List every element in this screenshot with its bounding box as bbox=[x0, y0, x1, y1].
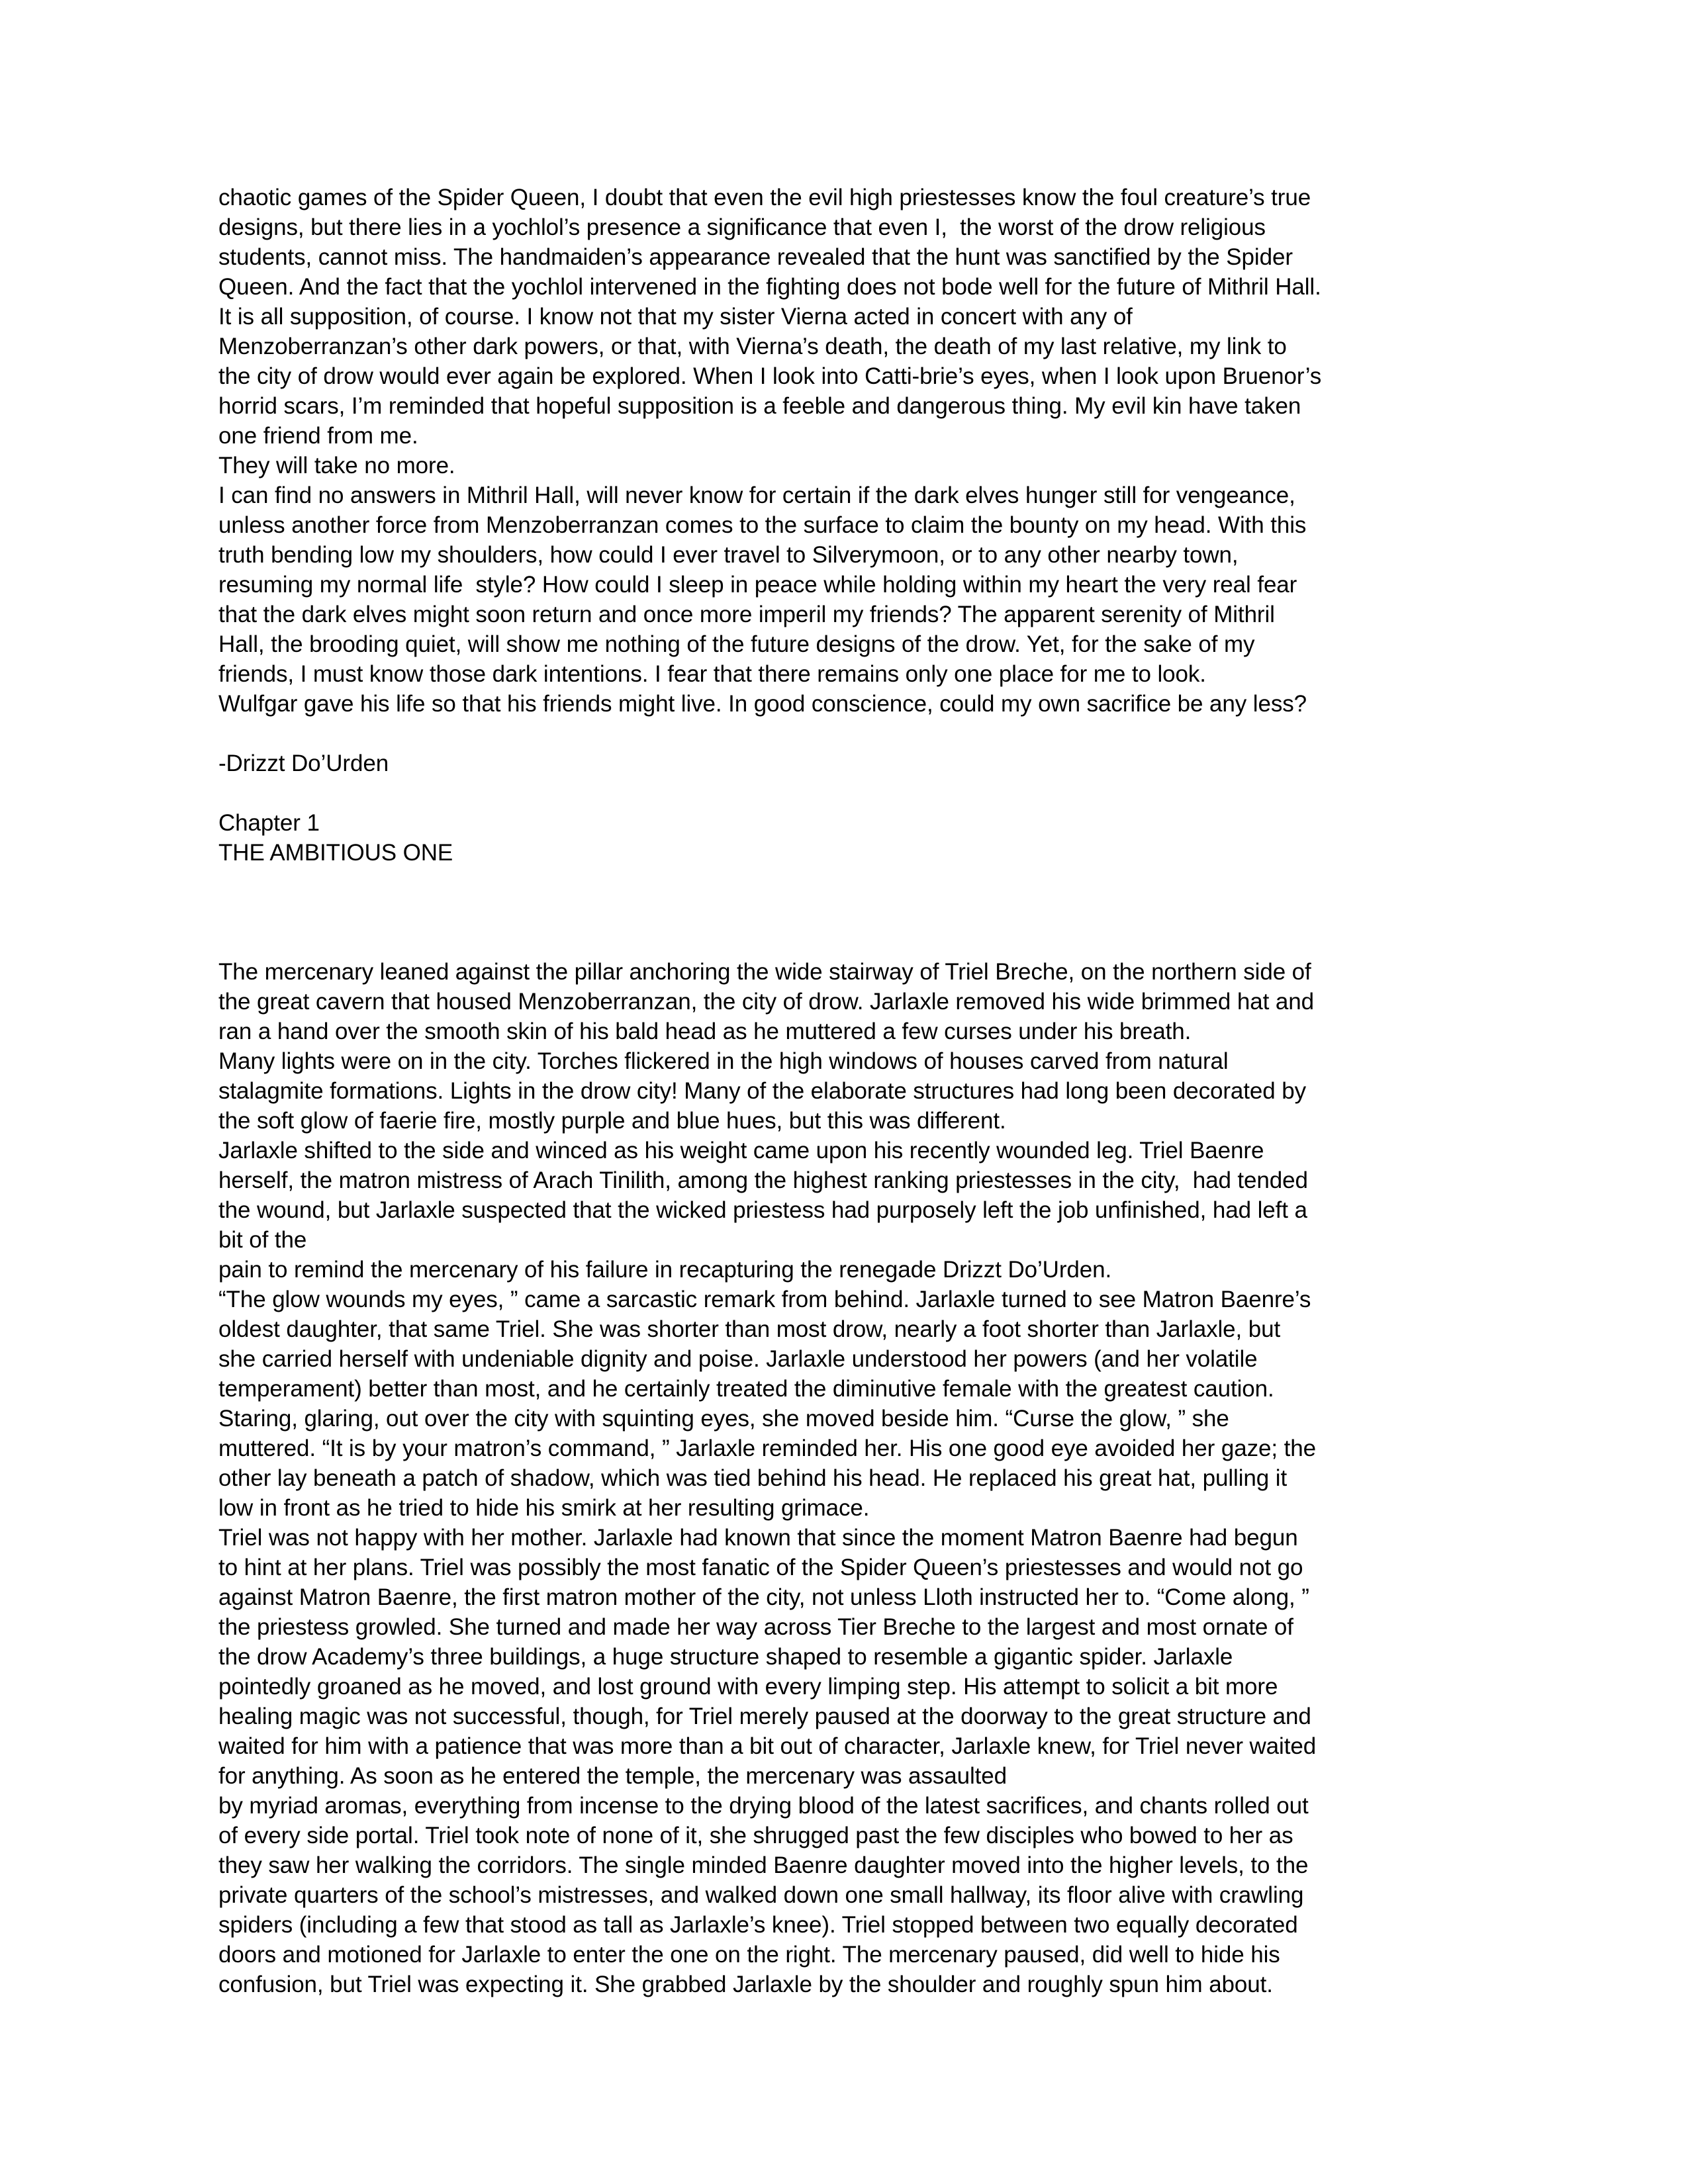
text-line: against Matron Baenre, the first matron mother of the city, not unless Lloth instructed her to. “Come along, ” bbox=[218, 1584, 1309, 1610]
text-line: for anything. As soon as he entered the temple, the mercenary was assaulted bbox=[218, 1763, 1007, 1789]
signature: -Drizzt Do’Urden bbox=[218, 751, 389, 776]
spacer bbox=[218, 778, 1476, 808]
text-line: herself, the matron mistress of Arach Tinilith, among the highest ranking priestesses in the city, had tended bbox=[218, 1167, 1308, 1193]
text-line: the priestess growled. She turned and made her way across Tier Breche to the largest and most ornate of bbox=[218, 1614, 1293, 1640]
text-line: oldest daughter, that same Triel. She was shorter than most drow, nearly a foot shorter than Jarlaxle, but bbox=[218, 1316, 1281, 1342]
text-line: The mercenary leaned against the pillar anchoring the wide stairway of Triel Breche, on the northern side of bbox=[218, 959, 1311, 985]
text-line: Hall, the brooding quiet, will show me nothing of the future designs of the drow. Yet, for the sake of my bbox=[218, 631, 1255, 657]
text-line: truth bending low my shoulders, how could I ever travel to Silverymoon, or to any other nearby town, bbox=[218, 542, 1239, 568]
text-line: horrid scars, I’m reminded that hopeful supposition is a feeble and dangerous thing. My evil kin have taken bbox=[218, 393, 1301, 419]
text-line: one friend from me. bbox=[218, 423, 418, 449]
text-line: stalagmite formations. Lights in the drow city! Many of the elaborate structures had long been decorated by bbox=[218, 1078, 1306, 1104]
chapter-number: Chapter 1 bbox=[218, 810, 320, 836]
text-line: pain to remind the mercenary of his failure in recapturing the renegade Drizzt Do’Urden. bbox=[218, 1257, 1112, 1283]
text-line: the wound, but Jarlaxle suspected that the wicked priestess had purposely left the job unfinished, had left a bbox=[218, 1197, 1307, 1223]
text-line: Jarlaxle shifted to the side and winced as his weight came upon his recently wounded leg. Triel Baenre bbox=[218, 1138, 1264, 1163]
text-line: she carried herself with undeniable dignity and poise. Jarlaxle understood her powers (and her volatile bbox=[218, 1346, 1258, 1372]
text-line: friends, I must know those dark intentions. I fear that there remains only one place for me to look. bbox=[218, 661, 1206, 687]
text-line: confusion, but Triel was expecting it. She grabbed Jarlaxle by the shoulder and roughly spun him about. bbox=[218, 1972, 1273, 1997]
text-line: other lay beneath a patch of shadow, which was tied behind his head. He replaced his great hat, pulling it bbox=[218, 1465, 1288, 1491]
text-line: waited for him with a patience that was more than a bit out of character, Jarlaxle knew, for Triel never waited bbox=[218, 1733, 1317, 1759]
text-line: ran a hand over the smooth skin of his bald head as he muttered a few curses under his breath. bbox=[218, 1019, 1192, 1044]
text-line: low in front as he tried to hide his smirk at her resulting grimace. bbox=[218, 1495, 870, 1521]
text-line: Wulfgar gave his life so that his friends might live. In good conscience, could my own sacrifice be any less? bbox=[218, 691, 1307, 717]
page-text bbox=[218, 183, 1476, 1999]
text-line: the soft glow of faerie fire, mostly purple and blue hues, but this was different. bbox=[218, 1108, 1006, 1134]
text-line: chaotic games of the Spider Queen, I doubt that even the evil high priestesses know the foul creature’s true bbox=[218, 185, 1311, 210]
text-line: Queen. And the fact that the yochlol intervened in the fighting does not bode well for the future of Mithril Hall. bbox=[218, 274, 1321, 300]
text-line: the great cavern that housed Menzoberranzan, the city of drow. Jarlaxle removed his wide brimmed hat and bbox=[218, 989, 1314, 1015]
text-line: muttered. “It is by your matron’s command, ” Jarlaxle reminded her. His one good eye avoided her gaze; the bbox=[218, 1435, 1316, 1461]
spacer bbox=[218, 719, 1476, 749]
text-line: Triel was not happy with her mother. Jarlaxle had known that since the moment Matron Baenre had begun bbox=[218, 1525, 1298, 1551]
text-line: pointedly groaned as he moved, and lost ground with every limping step. His attempt to solicit a bit more bbox=[218, 1674, 1278, 1700]
text-line: Many lights were on in the city. Torches flickered in the high windows of houses carved from natural bbox=[218, 1048, 1229, 1074]
text-line: unless another force from Menzoberranzan comes to the surface to claim the bounty on my head. With this bbox=[218, 512, 1307, 538]
text-line: “The glow wounds my eyes, ” came a sarcastic remark from behind. Jarlaxle turned to see Matron Baenre’s bbox=[218, 1287, 1311, 1312]
text-line: doors and motioned for Jarlaxle to enter the one on the right. The mercenary paused, did well to hide his bbox=[218, 1942, 1280, 1968]
text-line: they saw her walking the corridors. The single minded Baenre daughter moved into the higher levels, to the bbox=[218, 1852, 1309, 1878]
text-line: the city of drow would ever again be explored. When I look into Catti-brie’s eyes, when I look upon Bruenor’s bbox=[218, 363, 1322, 389]
text-line: It is all supposition, of course. I know not that my sister Vierna acted in concert with any of bbox=[218, 304, 1133, 330]
text-line: Staring, glaring, out over the city with squinting eyes, she moved beside him. “Curse the glow, ” she bbox=[218, 1406, 1229, 1432]
text-line: by myriad aromas, everything from incense to the drying blood of the latest sacrifices, and chants rolled out bbox=[218, 1793, 1309, 1819]
text-line: students, cannot miss. The handmaiden’s appearance revealed that the hunt was sanctified by the Spider bbox=[218, 244, 1293, 270]
text-line: Menzoberranzan’s other dark powers, or that, with Vierna’s death, the death of my last relative, my link to bbox=[218, 334, 1287, 359]
text-line: spiders (including a few that stood as tall as Jarlaxle’s knee). Triel stopped between two equally decorated bbox=[218, 1912, 1298, 1938]
epilogue-passage bbox=[218, 183, 1476, 719]
text-line: healing magic was not successful, though, for Triel merely paused at the doorway to the great structure and bbox=[218, 1704, 1311, 1729]
text-line: that the dark elves might soon return and once more imperil my friends? The apparent serenity of Mithril bbox=[218, 602, 1275, 627]
text-line: I can find no answers in Mithril Hall, will never know for certain if the dark elves hunger still for vengeance, bbox=[218, 482, 1295, 508]
text-line: private quarters of the school’s mistresses, and walked down one small hallway, its floor alive with crawling bbox=[218, 1882, 1304, 1908]
text-line: They will take no more. bbox=[218, 453, 455, 478]
chapter-body bbox=[218, 957, 1476, 1999]
text-line: designs, but there lies in a yochlol’s presence a significance that even I, the worst of the drow religious bbox=[218, 214, 1266, 240]
text-line: the drow Academy’s three buildings, a huge structure shaped to resemble a gigantic spider. Jarlaxle bbox=[218, 1644, 1233, 1670]
text-line: temperament) better than most, and he certainly treated the diminutive female with the greatest caution. bbox=[218, 1376, 1274, 1402]
spacer bbox=[218, 868, 1476, 957]
text-line: to hint at her plans. Triel was possibly the most fanatic of the Spider Queen’s priestesses and would not go bbox=[218, 1555, 1303, 1580]
text-line: resuming my normal life style? How could I sleep in peace while holding within my heart the very real fear bbox=[218, 572, 1297, 598]
text-line: of every side portal. Triel took note of none of it, she shrugged past the few disciples who bowed to her as bbox=[218, 1823, 1293, 1848]
chapter-title: THE AMBITIOUS ONE bbox=[218, 840, 453, 866]
text-line: bit of the bbox=[218, 1227, 307, 1253]
